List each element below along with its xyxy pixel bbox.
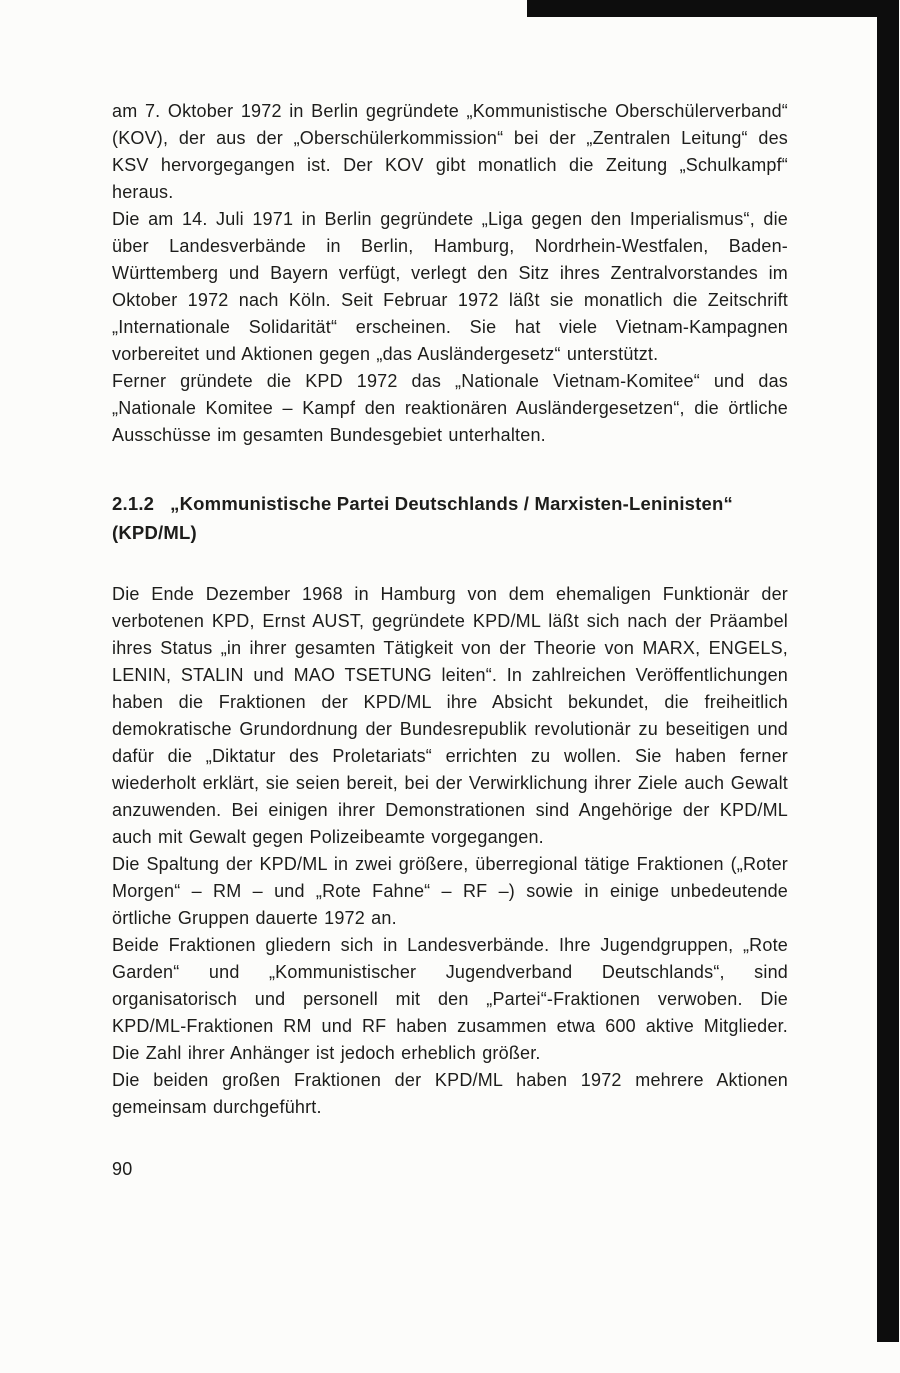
paragraph-body-3: Beide Fraktionen gliedern sich in Landesverbände. Ihre Jugendgruppen, „Rote Garden“ und „Kommunistischer Jugendverband Deutschlands“, sind organisatorisch und personell mit den „Partei“-Fraktionen verwoben. Die KPD/ML-Fraktionen RM und RF haben zusammen etwa 600 aktive Mitglieder. Die Zahl ihrer Anhänger ist jedoch erheblich größer. <box>112 935 788 1063</box>
paragraph-body-4: Die beiden großen Fraktionen der KPD/ML haben 1972 mehrere Aktionen gemeinsam durchgeführt. <box>112 1070 788 1117</box>
paragraph-body-1: Die Ende Dezember 1968 in Hamburg von dem ehemaligen Funktionär der verbotenen KPD, Ernst AUST, gegründete KPD/ML läßt sich nach der Präambel ihres Status „in ihrer gesamten Tätigkeit von der Theorie von MARX, ENGELS, LENIN, STALIN und MAO TSETUNG leiten“. In zahlreichen Veröffentlichungen haben die Fraktionen der KPD/ML ihre Absicht bekundet, die freiheitlich demokratische Grundordnung der Bundesrepublik revolutionär zu beseitigen und dafür die „Diktatur des Proletariats“ errichten zu wollen. Sie haben ferner wiederholt erklärt, sie seien bereit, bei der Verwirklichung ihrer Ziele auch Gewalt anzuwenden. Bei einigen ihrer Demonstrationen sind Angehörige der KPD/ML auch mit Gewalt gegen Polizeibeamte vorgegangen. <box>112 584 788 847</box>
section-title: „Kommunistische Partei Deutschlands / Marxisten-Leninisten“ (KPD/ML) <box>112 493 733 543</box>
text-column <box>112 98 788 1180</box>
scan-artifact-right-bar <box>877 0 899 1342</box>
section-number: 2.1.2 <box>112 493 155 514</box>
page-number: 90 <box>112 1159 133 1179</box>
scan-artifact-top-bar <box>527 0 881 17</box>
paragraph-intro-3: Ferner gründete die KPD 1972 das „Nationale Vietnam-Komitee“ und das „Nationale Komitee – Kampf den reaktionären Ausländergesetzen“, die örtliche Ausschüsse im gesamten Bundesgebiet unterhalten. <box>112 371 788 445</box>
paragraph-intro-2: Die am 14. Juli 1971 in Berlin gegründete „Liga gegen den Imperialismus“, die über Landesverbände in Berlin, Hamburg, Nordrhein-Westfalen, Baden-Württemberg und Bayern verfügt, verlegt den Sitz ihres Zentralvorstandes im Oktober 1972 nach Köln. Seit Februar 1972 läßt sie monatlich die Zeitschrift „Internationale Solidarität“ erscheinen. Sie hat viele Vietnam-Kampagnen vorbereitet und Aktionen gegen „das Ausländergesetz“ unterstützt. <box>112 209 788 364</box>
paragraph-body-2: Die Spaltung der KPD/ML in zwei größere, überregional tätige Fraktionen („Roter Morgen“ – RM – und „Rote Fahne“ – RF –) sowie in einige unbedeutende örtliche Gruppen dauerte 1972 an. <box>112 854 788 928</box>
paragraph-intro-1: am 7. Oktober 1972 in Berlin gegründete „Kommunistische Oberschülerverband“ (KOV), der aus der „Oberschülerkommission“ bei der „Zentralen Leitung“ des KSV hervorgegangen ist. Der KOV gibt monatlich die Zeitung „Schulkampf“ heraus. <box>112 101 788 202</box>
section-heading <box>112 489 788 547</box>
